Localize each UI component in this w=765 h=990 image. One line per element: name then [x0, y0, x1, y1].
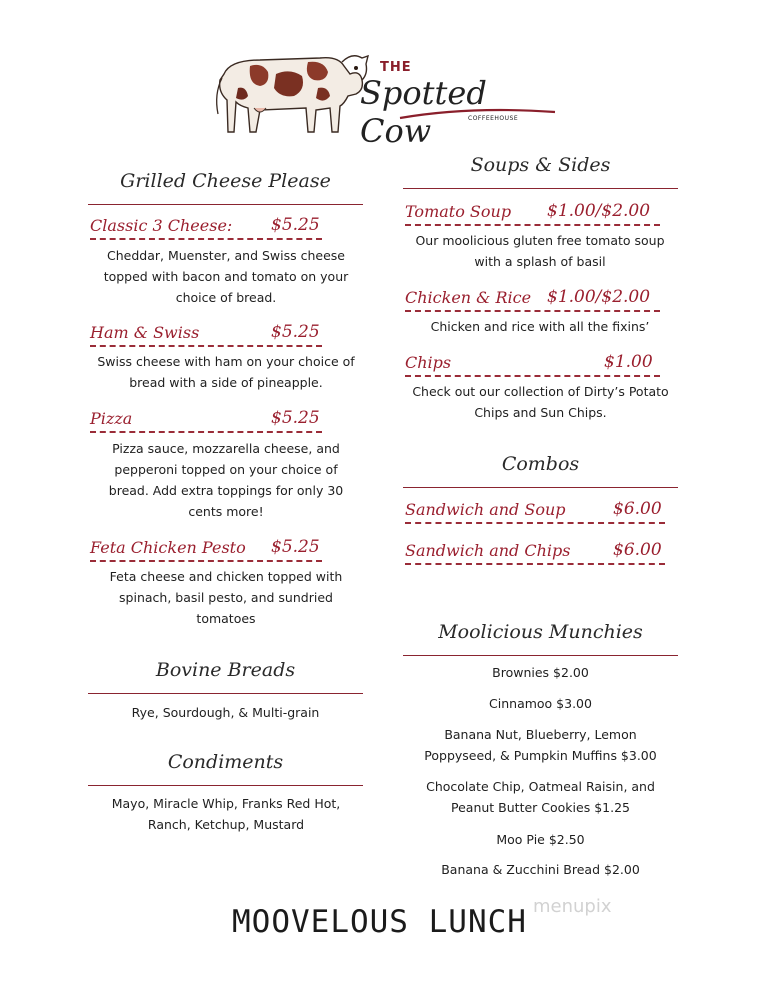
item-underline	[405, 310, 660, 312]
combo-price: $6.00	[613, 540, 662, 560]
menu-item-price: $5.25	[271, 322, 320, 342]
item-underline	[405, 375, 660, 377]
menu-item-price: $5.25	[271, 537, 320, 557]
combos-rule	[403, 487, 678, 488]
menu-item-desc: Swiss cheese with ham on your choice of bread with a side of pineapple.	[97, 354, 355, 390]
breads-rule	[88, 693, 363, 694]
breads-heading: Bovine Breads	[155, 659, 296, 681]
logo-the: THE	[380, 60, 412, 75]
item-underline	[90, 345, 322, 347]
watermark: menupix	[533, 896, 612, 917]
item-underline	[405, 522, 665, 524]
menu-item-desc: Our moolicious gluten free tomato soup with a splash of basil	[415, 233, 665, 269]
condiments-text: Mayo, Miracle Whip, Franks Red Hot, Ranch, Ketchup, Mustard	[111, 796, 341, 832]
menu-item-price: $5.25	[271, 215, 320, 235]
grilled-rule	[88, 204, 363, 205]
combo-price: $6.00	[613, 499, 662, 519]
soups-rule	[403, 188, 678, 189]
menu-item-name: Tomato Soup	[405, 202, 512, 221]
menu-item-price: $1.00/$2.00	[547, 287, 651, 307]
item-underline	[405, 224, 660, 226]
menu-item-desc: Pizza sauce, mozzarella cheese, and pepperoni topped on your choice of bread. Add extra toppings for only 30 cents more!	[108, 441, 344, 519]
munchie-item: Banana Nut, Blueberry, Lemon Poppyseed, & Pumpkin Muffins $3.00	[424, 727, 657, 763]
menu-item-price: $5.25	[271, 408, 320, 428]
munchies-rule	[403, 655, 678, 656]
menu-item-name: Chips	[405, 353, 452, 372]
menu-item-name: Ham & Swiss	[90, 323, 200, 342]
munchie-item: Moo Pie $2.50	[496, 832, 585, 847]
soups-heading: Soups & Sides	[470, 154, 611, 176]
menu-item-desc: Chicken and rice with all the fixins’	[430, 319, 650, 334]
logo-subtitle: COFFEEHOUSE	[468, 115, 519, 122]
menu-item-name: Classic 3 Cheese:	[90, 216, 233, 235]
menu-item-name: Pizza	[90, 409, 133, 428]
combo-name: Sandwich and Soup	[405, 500, 566, 519]
item-underline	[405, 563, 665, 565]
combos-heading: Combos	[501, 453, 580, 475]
item-underline	[90, 560, 322, 562]
menu-item-name: Chicken & Rice	[405, 288, 532, 307]
munchie-item: Chocolate Chip, Oatmeal Raisin, and Peanut Butter Cookies $1.25	[426, 779, 655, 815]
cow-icon	[210, 44, 370, 139]
logo-swash	[360, 108, 560, 128]
item-underline	[90, 238, 322, 240]
menu-item-price: $1.00/$2.00	[547, 201, 651, 221]
logo-name: Spotted Cow	[360, 74, 487, 150]
menu-item-desc: Check out our collection of Dirty’s Potato Chips and Sun Chips.	[412, 384, 669, 420]
munchie-item: Brownies $2.00	[492, 665, 589, 680]
item-underline	[90, 431, 322, 433]
logo	[210, 42, 560, 150]
footer-title: MOOVELOUS LUNCH	[232, 904, 527, 940]
munchie-item: Cinnamoo $3.00	[489, 696, 592, 711]
munchies-heading: Moolicious Munchies	[438, 621, 643, 643]
menu-item-desc: Feta cheese and chicken topped with spinach, basil pesto, and sundried tomatoes	[109, 569, 343, 626]
grilled-heading: Grilled Cheese Please	[120, 170, 331, 192]
combo-name: Sandwich and Chips	[405, 541, 571, 560]
menu-item-price: $1.00	[604, 352, 653, 372]
condiments-rule	[88, 785, 363, 786]
breads-text: Rye, Sourdough, & Multi-grain	[131, 705, 320, 720]
menu-item-desc: Cheddar, Muenster, and Swiss cheese topped with bacon and tomato on your choice of bread.	[103, 248, 349, 305]
condiments-heading: Condiments	[167, 751, 284, 773]
menu-item-name: Feta Chicken Pesto	[90, 538, 246, 557]
munchie-item: Banana & Zucchini Bread $2.00	[441, 862, 640, 877]
